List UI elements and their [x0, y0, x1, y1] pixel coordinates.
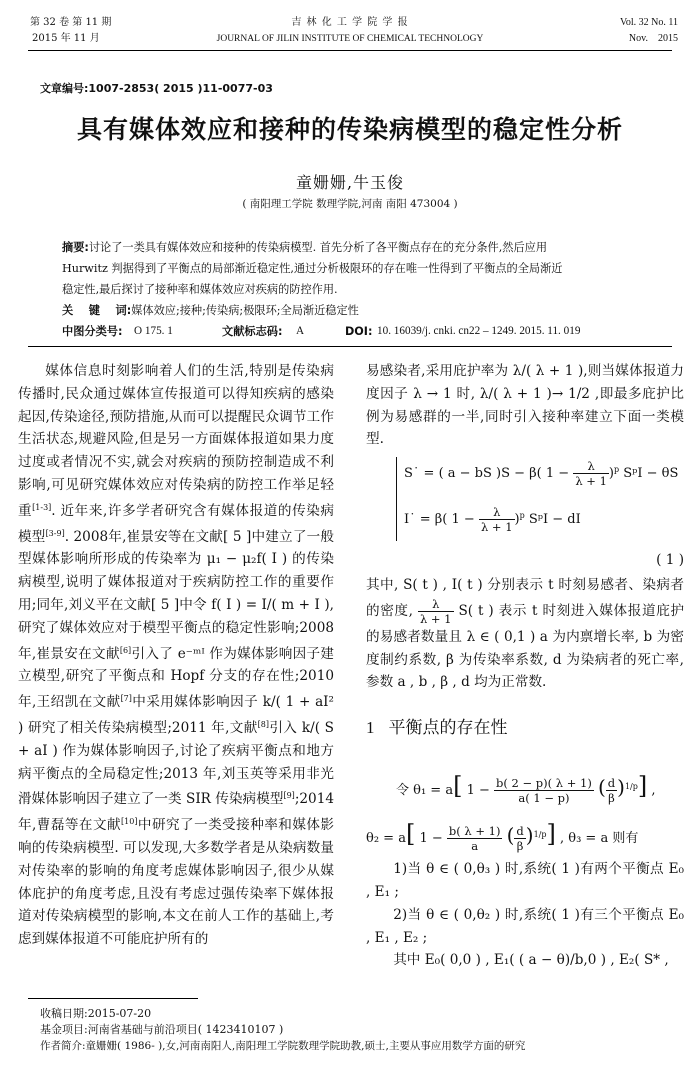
condition-1: 1)当 θ ∈ ( 0,θ₃ ) 时,系统( 1 )有两个平衡点 E₀ , E₁ ; [366, 861, 684, 900]
keywords: 媒体效应;接种;传染病;极限环;全局渐近稳定性 [131, 304, 359, 317]
citation-9: [9] [283, 791, 295, 801]
abstract-line-2: Hurwitz 判据得到了平衡点的局部渐近稳定性,通过分析极限环的存在唯一性得到了平衡点的全局渐近 [62, 262, 563, 275]
abstract [62, 237, 652, 342]
abstract-rule [28, 346, 672, 347]
intro-paragraph: 媒体信息时刻影响着人们的生活,特别是传染病传播时,民众通过媒体宣传报道可以得知疾病的感染起因,传染途径,预防措施,从而可以提醒民众调节工作生活状态,规避风险,但是另一方面媒体报道如果力度过度或者情况不实,就会对疾病的预防控制造成不利影响,可见研究媒体效应对传染病的防控工作举足轻重[1-3]. 近年来,许多学者研究含有媒体报道的传染病模型[3-9]. 2008年,崔景安等在文献[ 5 ]中建立了一般型媒体影响所形成的传染率为 μ₁ − μ₂f( I ) 的传染病模型,说明了媒体报道对于疾病防控工作的重要作用;同年,刘义平在文献[ 5 ]中令 f( I ) = I/( m + I ),研究了媒体效应对于模型平衡点的稳定性影响;2008 年,崔景安在文献[6]引入了 e⁻ᵐᴵ 作为媒体影响因子建立模型,研究了平衡点和 Hopf 分支的存在性;2010 年,王绍凯在文献[7]中采用媒体影响因子 k/( 1 + aI² ) 研究了相关传染病模型;2011 年,文献[8]引入 k/( S + aI ) 作为媒体影响因子,讨论了疾病平衡点和地方病平衡点的全局稳定性;2013 年,刘玉英等采用非光滑媒体影响因子建立了一类 SIR 传染病模型[9];2014 年,曹磊等在文献[10]中研究了一类受接种率和媒体影响的传染病模型. 可以发现,大多数学者是从染病数量对传染率的影响的角度考虑媒体影响因子,很少从媒体庇护的角度考虑,且没有考虑过强传染率下媒体报道对传染病模型的影响,本文在前人工作的基础上,考虑到媒体报道不可能庇护所有的 [18, 363, 335, 948]
left-column [18, 360, 334, 951]
model-intro-paragraph: 易感染者,采用庇护率为 λ/( λ + 1 ),则当媒体报道力度因子 λ → 1 时, λ/( λ + 1 )→ 1/2 ,即最多庇护比例为易感群的一半,同时引入接种率建立下面一类模型. [366, 363, 684, 448]
footnote-rule [28, 998, 198, 999]
right-column [366, 360, 684, 972]
header-date-en: Nov. 2015 [628, 33, 678, 44]
citation-1-3: [1-3] [32, 502, 52, 512]
citation-10: [10] [121, 817, 138, 827]
page-title: 具有媒体效应和接种的传染病模型的稳定性分析 [76, 115, 623, 144]
header-date: 2015 年 11 月 [32, 33, 100, 44]
article-number: 文章编号:1007-2853( 2015 )11-0077-03 [40, 82, 273, 95]
abstract-line-1: 讨论了一类具有媒体效应和接种的传染病模型. 首先分析了各平衡点存在的充分条件,然后应用 [88, 241, 548, 254]
citation-8: [8] [257, 719, 270, 729]
received-date: 收稿日期:2015-07-20 [40, 1007, 152, 1020]
condition-2: 2)当 θ ∈ ( 0,θ₂ ) 时,系统( 1 )有三个平衡点 E₀ , E₁ , E₂ ; [366, 906, 684, 946]
author-bio: 作者简介:童姗姗( 1986- ),女,河南南阳人,南阳理工学院数理学院助教,硕士,主要从事应用数学方面的研究 [40, 1040, 526, 1052]
citation-6: [6] [119, 645, 132, 655]
frac-lambda-den: λ + 1 [575, 474, 607, 489]
authors: 童姗姗,牛玉俊 [295, 173, 405, 192]
doi-value: 10. 16039/j. cnki. cn22 – 1249. 2015. 11. 019 [377, 325, 581, 337]
header-volume: 第 32 卷 第 11 期 [30, 17, 112, 28]
citation-3-9: [3-9] [45, 528, 65, 538]
frac-lambda-num: λ [573, 459, 609, 474]
header-journal-cn: 吉 林 化 工 学 院 学 报 [291, 17, 409, 28]
equilibria-list: 其中 E₀( 0,0 ) , E₁( ( a − θ)/b,0 ) , E₂( S* , [393, 952, 669, 969]
section-heading [366, 716, 684, 740]
theta2-definition: θ₂ = a[ 1 − $\frac{b( \lambda + 1)}{a}$ ( $\frac{d}{\beta}$ )$^{1/p}$] , θ₃ = a 则有 [366, 820, 639, 854]
doc-code-label: 文献标志码: [222, 325, 283, 338]
equation-i-dot: I˙ = β( 1 − $\frac{\lambda}{\lambda + 1}$ )$^p$ SᵖI − dI [404, 505, 581, 535]
doc-code-value: A [296, 325, 305, 337]
equation-brace [396, 457, 397, 541]
equation-system-1 [366, 455, 684, 549]
fund-project: 基金项目:河南省基础与前沿项目( 1423410107 ) [40, 1023, 284, 1036]
header-journal-en: JOURNAL OF JILIN INSTITUTE OF CHEMICAL TECHNOLOGY [216, 34, 484, 44]
abstract-label: 摘要: [62, 241, 89, 254]
clc-value: O 175. 1 [134, 325, 173, 337]
variables-paragraph: 其中, S( t ) , I( t ) 分别表示 t 时刻易感者、染病者的密度, $\frac{\lambda}{\lambda + 1}$ S( t ) 表示 t 时刻进入媒体报道庇护的易感者数量且 λ ∈ ( 0,1 ) a 为内禀增长率, b 为密度制约系数, β 为传染率系数, d 为染病者的死亡率,参数 a , b , β , d 均为正常数. [366, 576, 685, 691]
doi-label: DOI: [345, 325, 373, 338]
keywords-label: 关 键 词: [62, 304, 132, 317]
theta1-definition: 令 θ₁ = a[ 1 − $\frac{b( 2 - p)( \lambda + 1)}{a( 1 - p)}$ ( $\frac{d}{\beta}$ )$^{1/p}$] , [396, 772, 656, 806]
affiliation: ( 南阳理工学院 数理学院,河南 南阳 473004 ) [242, 198, 458, 210]
header-rule [28, 50, 672, 51]
citation-7: [7] [120, 694, 132, 704]
header-vol-en: Vol. 32 No. 11 [619, 17, 678, 28]
section-number: 1 [366, 718, 375, 738]
section-title: 平衡点的存在性 [388, 718, 508, 739]
equation-number: ( 1 ) [656, 552, 684, 569]
clc-label: 中图分类号: [62, 325, 123, 338]
abstract-line-3: 稳定性,最后探讨了接种率和媒体效应对疾病的防控作用. [62, 283, 338, 296]
equation-s-dot: S˙ = ( a − bS )S − β( 1 − $\frac{\lambda}{\lambda + 1}$ )$^p$ SᵖI − θS [404, 459, 679, 489]
